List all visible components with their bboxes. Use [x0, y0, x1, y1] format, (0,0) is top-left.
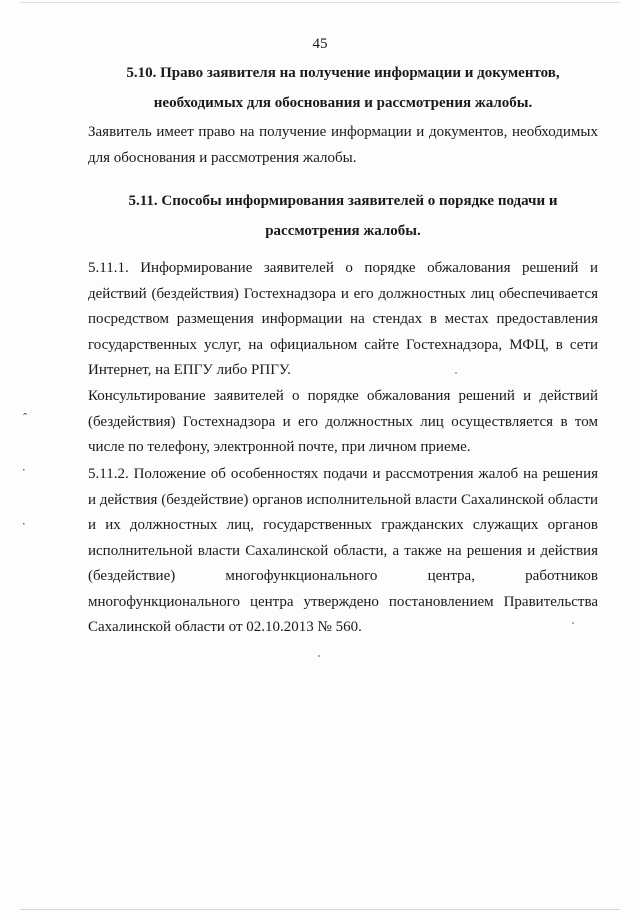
heading-line: 5.11. Способы информирования заявителей о порядке подачи и [128, 193, 558, 209]
margin-scribble-mark: · [22, 462, 26, 477]
paragraph-right-to-information: Заявитель имеет право на получение информации и документов, необходимых для обоснования и рассмотрения жалобы. [88, 124, 598, 166]
scan-speck [318, 655, 320, 657]
scan-edge-bottom [20, 909, 620, 910]
section-heading-5-10 [88, 58, 598, 118]
section-heading-5-11 [88, 186, 598, 246]
scan-speck [572, 622, 574, 624]
margin-scribble-mark: · [22, 516, 26, 531]
scan-speck [455, 372, 457, 374]
paragraph-5-11-2: 5.11.2. Положение об особенностях подачи и рассмотрения жалоб на решения и действия (бездействие) органов исполнительной власти Сахалинской области и их должностных лиц, государственных гражданских служащих органов исполнительной власти Сахалинской области, а также на решения и действия (бездействие) многофункционального центра, работников многофункционального центра утверждено постановлением Правительства Сахалинской области от 02.10.2013 № 560. [88, 466, 598, 635]
margin-scribble-mark: ˆ [22, 410, 27, 425]
heading-line: 5.10. Право заявителя на получение информации и документов, [126, 65, 560, 81]
paragraph-5-11-1: 5.11.1. Информирование заявителей о порядке обжалования решений и действий (бездействия) Гостехнадзора и его должностных лиц обеспечивается посредством размещения информации на стендах в местах предоставления государственных услуг, на официальном сайте Гостехнадзора, МФЦ, в сети Интернет, на ЕПГУ либо РПГУ. [88, 260, 598, 378]
heading-line: необходимых для обоснования и рассмотрения жалобы. [153, 95, 533, 111]
scan-edge-top [20, 2, 620, 3]
heading-line: рассмотрения жалобы. [265, 223, 421, 239]
page-number: 45 [312, 36, 328, 52]
paragraph-consultation: Консультирование заявителей о порядке обжалования решений и действий (бездействия) Гостехнадзора и его должностных лиц осуществляется в том числе по телефону, электронной почте, при личном приеме. [88, 388, 598, 455]
